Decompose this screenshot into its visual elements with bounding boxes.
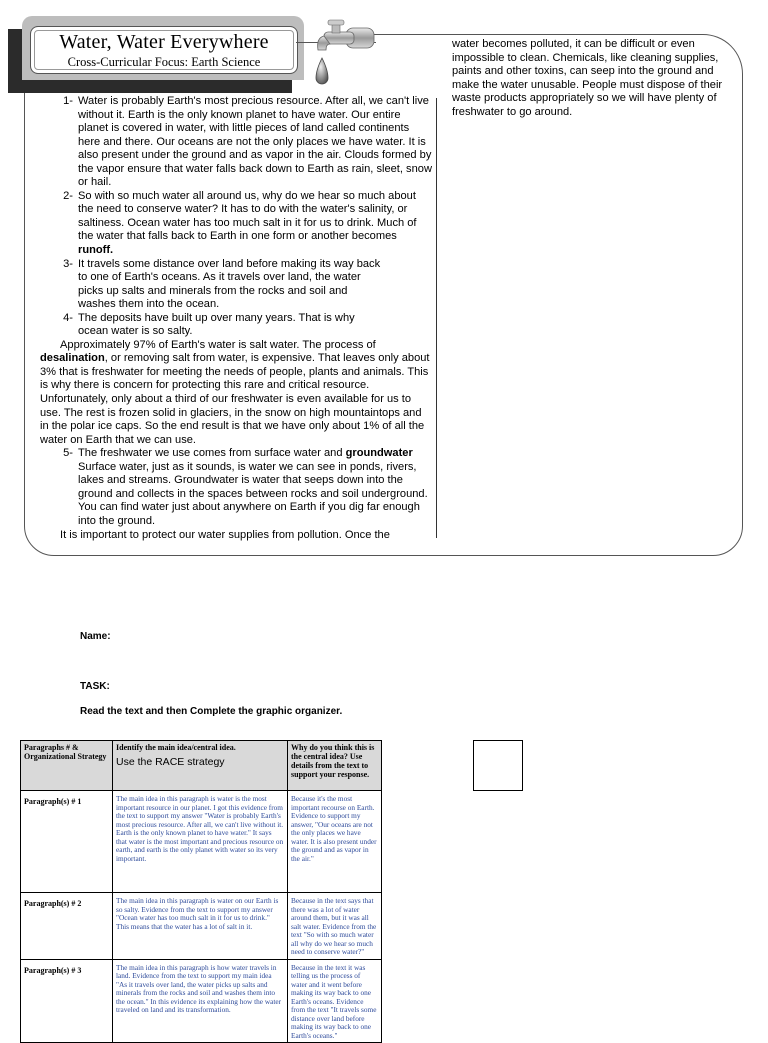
why-answer[interactable]: Because in the text says that there was a lot of water around them, but it was all salt water. Evidence from the text "So with so much water all why do we hear so much need to conserve water?" (288, 893, 382, 960)
table-row (21, 893, 382, 960)
paragraph-text (78, 312, 432, 339)
page-title: Water, Water Everywhere (59, 31, 269, 53)
paragraph-text-run: , or removing salt from water, is expensive. That leaves only about 3% that is freshwater for meeting the needs of people, plants and animals. This is why there is concern for protecting this rare and critical resource. Unfortunately, only about a third of our freshwater is even available for us to use. The rest is frozen solid in glaciers, in the snow on high mountaintops and in the polar ice caps. So the end result is that we have only about 1% of all the water on Earth that we can use. (40, 352, 430, 446)
reading-column-left (40, 95, 432, 542)
task-instruction: Read the text and then Complete the graphic organizer. (80, 706, 343, 717)
paragraph-text-run: The freshwater we use comes from surface water and (78, 447, 346, 460)
header-why (288, 741, 382, 791)
organizer-header-row (21, 741, 382, 791)
text-line: picks up salts and minerals from the rocks and soil and (78, 284, 348, 297)
graphic-organizer (20, 740, 382, 1043)
row-label: Paragraph(s) # 2 (21, 893, 113, 960)
text-line: The deposits have built up over many years. That is why (78, 311, 355, 324)
vocab-desalination: desalination (40, 352, 105, 365)
race-strategy-label: Use the RACE strategy (116, 756, 225, 768)
header-text: Paragraphs # & Organizational Strategy (24, 743, 107, 761)
paragraph-1 (40, 95, 432, 190)
paragraph-text-run: So with so much water all around us, why do we hear so much about the need to conserve water? It has to do with the water's salinity, or saltiness. Ocean water has too much salt in it for us to drink. Much of the water that falls back to Earth in one form or another becomes (78, 189, 417, 243)
paragraph-number: 4- (63, 311, 73, 324)
text-line: ocean water is so salty. (78, 325, 193, 338)
text-line: It travels some distance over land before making its way back (78, 257, 381, 270)
main-idea-answer[interactable]: The main idea in this paragraph is water on our Earth is so salty. Evidence from the text to support my answer "Ocean water has too much salt in it for us to drink." This means that the water has a lot of salt in it. (113, 893, 288, 960)
faucet-icon (312, 18, 376, 92)
vocab-groundwater: groundwater (345, 447, 413, 460)
name-label: Name: (80, 631, 111, 642)
row-label: Paragraph(s) # 3 (21, 959, 113, 1043)
paragraph-number: 3- (63, 257, 73, 270)
main-idea-answer[interactable]: The main idea in this paragraph is water is the most important resource in our planet. I got this evidence from the text to support my answer "Water is probably Earth's most precious resource. After all, we can't live without it. Earth is the only known planet to have water." It says that water is the most important and precious resource on earth, and earth is the only planet with water so its very important. (113, 791, 288, 893)
text-line: to one of Earth's oceans. As it travels over land, the water (78, 271, 361, 284)
paragraph-3 (40, 258, 432, 312)
answer-box[interactable] (473, 740, 523, 791)
desalination-paragraph (40, 339, 432, 447)
header-paragraphs (21, 741, 113, 791)
text-line: washes them into the ocean. (78, 298, 220, 311)
task-label: TASK: (80, 681, 110, 692)
why-answer[interactable]: Because in the text it was telling us the process of water and it went before making its way back to one Earth's oceans. Evidence from the text "It travels some distance over land before making its way back to one Earth's oceans." (288, 959, 382, 1043)
pollution-paragraph-start: It is important to protect our water supplies from pollution. Once the (60, 528, 390, 541)
page-subtitle: Cross-Curricular Focus: Earth Science (67, 55, 261, 69)
table-row (21, 959, 382, 1043)
reading-column-right: water becomes polluted, it can be difficult or even impossible to clean. Chemicals, like cleaning supplies, paints and other toxins, can seep into the ground and make the water unusable. People must dispose of their waste products appropriately so we will have plenty of freshwater to go around. (452, 38, 723, 118)
vocab-runoff: runoff. (78, 244, 114, 257)
paragraph-5 (40, 447, 432, 528)
paragraph-number: 2- (63, 189, 73, 202)
paragraph-number: 1- (63, 95, 73, 107)
header-main-idea (113, 741, 288, 791)
why-answer[interactable]: Because it's the most important recourse on Earth. Evidence to support my answer, "Our oceans are not the only places we have water. It is also present under the ground and as vapor in the air." (288, 791, 382, 893)
paragraph-4 (40, 312, 432, 339)
title-box (30, 26, 298, 74)
row-label: Paragraph(s) # 1 (21, 791, 113, 893)
main-idea-answer[interactable]: The main idea in this paragraph is how water travels in land. Evidence from the text to support my main idea "As it travels over land, the water picks up salts and minerals from the rocks and soil and washes them into the ocean." In this evidence its explaining how the water traveled on land and its transformation. (113, 959, 288, 1043)
paragraph-text (78, 190, 432, 258)
paragraph-text: Water is probably Earth's most precious resource. After all, we can't live without it. Earth is the only known planet to have water. Our entire planet is covered in water, with little pieces of land called continents here and there. Our oceans are not the only places we have water. It is also present under the ground and as vapor in the air. Clouds formed by the vapor ensure that water falls back down to Earth as rain, sleet, snow or hail. (78, 95, 432, 189)
paragraph-text (78, 258, 432, 312)
table-row (21, 791, 382, 893)
column-divider (436, 98, 437, 538)
header-text: Why do you think this is the central idea? Use details from the text to support your response. (291, 743, 375, 779)
paragraph-2 (40, 190, 432, 258)
paragraph-text-run: Surface water, just as it sounds, is water we can see in ponds, rivers, lakes and streams. Groundwater is water that seeps down into the ground and collects in the spaces between rocks and soil underground. You can find water just about anywhere on Earth if you dig far enough into the ground. (78, 460, 428, 527)
paragraph-number: 5- (63, 447, 73, 460)
paragraph-text-run: Approximately 97% of Earth's water is salt water. The process of (60, 338, 376, 351)
header-text: Identify the main idea/central idea. (116, 743, 236, 752)
paragraph-text (78, 447, 432, 528)
